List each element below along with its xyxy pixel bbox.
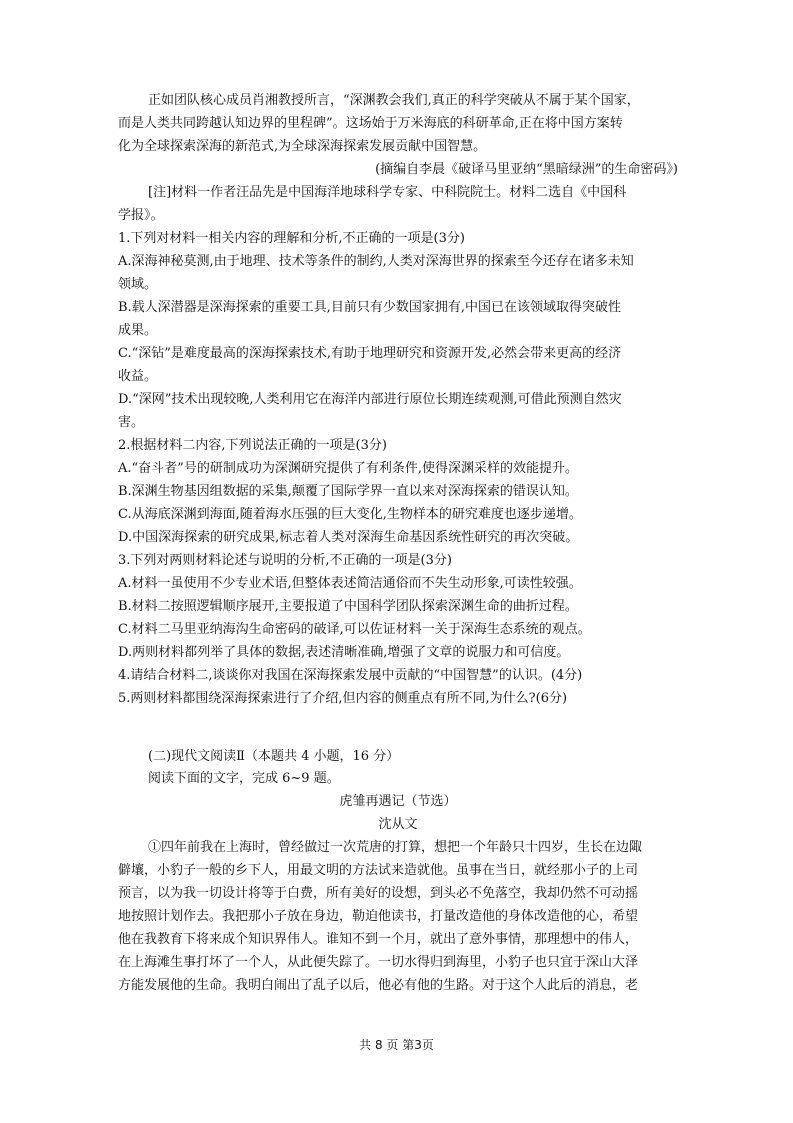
text-line: 2.根据材料二内容,下列说法正确的一项是(3分) (118, 438, 387, 453)
text-line: D.“深网”技术出现较晚,人类利用它在海洋内部进行原位长期连续观测,可借此预测自然灾 (118, 392, 622, 407)
text-line: ①四年前我在上海时，曾经做过一次荒唐的打算，想把一个年龄只十四岁，生长在边陬 (148, 840, 643, 855)
text-line: 5.两则材料都围绕深海探索进行了介绍,但内容的侧重点有所不同,为什么?(6分) (118, 691, 568, 706)
text-line: 地按照计划作去。我把那小子放在身边，勒迫他读书，打量改造他的身体改造他的心，希望 (118, 909, 639, 924)
text-line: B.载人深潜器是深海探索的重要工具,目前只有少数国家拥有,中国已在该领域取得突破性 (118, 300, 621, 315)
text-line: (摘编自李晨《破译马里亚纳“黑暗绿洲”的生命密码》) (375, 162, 678, 177)
text-line: 化为全球探索深海的新范式,为全球深海探索发展贡献中国智慧。 (118, 139, 487, 154)
text-line: C.从海底深渊到海面,随着海水压强的巨大变化,生物样本的研究难度也逐步递增。 (118, 507, 582, 522)
text-line: 预言，以为我一切设计将等于白费，所有美好的设想，到头必不免落空，我却仍然不可动摇 (118, 886, 639, 901)
text-line: 成果。 (118, 323, 158, 338)
text-line: [注]材料一作者汪品先是中国海洋地球科学专家、中科院院士。材料二选自《中国科 (148, 185, 627, 200)
text-line: 在上海滩生事打坏了一个人，从此便失踪了。一切水得归到海里，小豹子也只宜于深山大泽 (118, 955, 639, 970)
text-line: A.深海神秘莫测,由于地理、技术等条件的制约,人类对深海世界的探索至今还存在诸多未知 (118, 254, 634, 269)
text-line: 沈从文 (378, 817, 418, 832)
text-line: 阅读下面的文字，完成 6~9 题。 (148, 771, 340, 786)
text-line: 他在我教育下将来成个知识界伟人。谁知不到一个月，就出了意外事情，那理想中的伟人， (118, 932, 639, 947)
text-line: B.材料二按照逻辑顺序展开,主要报道了中国科学团队探索深渊生命的曲折过程。 (118, 599, 578, 614)
text-line: 3.下列对两则材料论述与说明的分析,不正确的一项是(3分) (118, 553, 452, 568)
text-line: 而是人类共同跨越认知边界的里程碑”。这场始于万米海底的科研革命,正在将中国方案转 (118, 116, 623, 131)
text-line: D.中国深海探索的研究成果,标志着人类对深海生命基因系统性研究的再次突破。 (118, 530, 579, 545)
page-footer: 共 8 页 第3页 (359, 1038, 434, 1052)
text-line: 害。 (118, 415, 145, 430)
text-line: 正如团队核心成员肖湘教授所言，“深渊教会我们,真正的科学突破从不属于某个国家， (148, 93, 640, 108)
text-line: 方能发展他的生命。我明白闹出了乱子以后，他必有他的生路。对于这个人此后的消息，老 (118, 978, 639, 993)
text-line: D.两则材料都列举了具体的数据,表述清晰准确,增强了文章的说服力和可信度。 (118, 645, 570, 660)
text-line: 虎雏再遇记（节选） (339, 794, 457, 809)
text-line: 4.请结合材料二,谈谈你对我国在深海探索发展中贡献的“中国智慧”的认识。(4分) (118, 668, 583, 683)
text-line: A.材料一虽使用不少专业术语,但整体表述简洁通俗而不失生动形象,可读性较强。 (118, 576, 582, 591)
text-line: 学报》。 (118, 208, 164, 223)
text-line: 领域。 (118, 277, 158, 292)
text-line: B.深渊生物基因组数据的采集,颠覆了国际学界一直以来对深海探索的错误认知。 (118, 484, 578, 499)
text-line: C.材料二马里亚纳海沟生命密码的破译,可以佐证材料一关于深海生态系统的观点。 (118, 622, 591, 637)
text-line: (二)现代文阅读Ⅱ（本题共 4 小题，16 分） (148, 749, 400, 764)
text-line: 收益。 (118, 369, 158, 384)
text-line: 1.下列对材料一相关内容的理解和分析,不正确的一项是(3分) (118, 231, 465, 246)
text-line: C.“深钻”是难度最高的深海探索技术,有助于地理研究和资源开发,必然会带来更高的经济 (118, 346, 622, 361)
text-line: 僻壤，小豹子一般的乡下人，用最文明的方法试来造就他。虽事在当日，就经那小子的上司 (118, 863, 639, 878)
text-line: A.“奋斗者”号的研制成功为深渊研究提供了有利条件,使得深渊采样的效能提升。 (118, 461, 578, 476)
